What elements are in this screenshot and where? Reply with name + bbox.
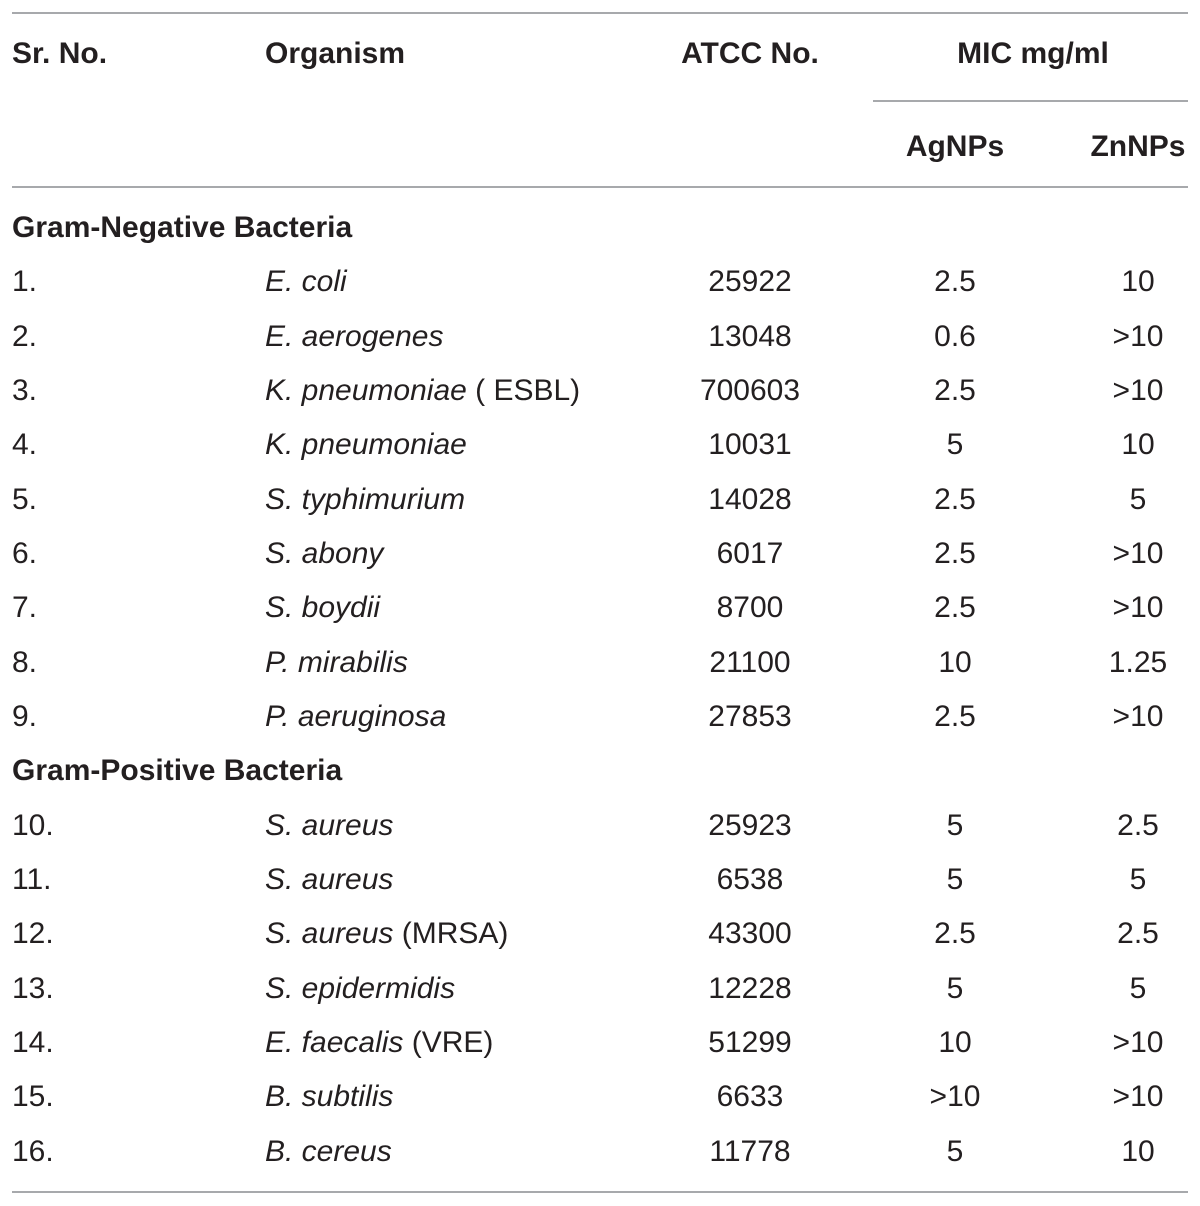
sr-no-cell: 16. (12, 1135, 54, 1168)
sr-no-cell: 7. (12, 591, 38, 624)
organism-cell (265, 1070, 393, 1124)
table-row (0, 690, 1200, 744)
species-name: S. aureus (265, 917, 394, 950)
species-name: B. subtilis (265, 1080, 394, 1113)
agnps-mic-cell: 5 (946, 972, 964, 1005)
agnps-mic-cell: 2.5 (934, 537, 976, 570)
organism-cell (265, 255, 347, 309)
agnps-mic-cell: 10 (938, 646, 972, 679)
agnps-mic-cell: 5 (946, 809, 964, 842)
atcc-cell: 6538 (716, 863, 784, 896)
znnps-mic-cell: 5 (1129, 863, 1147, 896)
table-row (0, 527, 1200, 581)
header-bottom-rule (12, 186, 1188, 188)
organism-cell (265, 364, 580, 418)
sr-no-cell: 1. (12, 265, 38, 298)
header-organism: Organism (265, 37, 406, 70)
atcc-cell: 43300 (708, 917, 792, 950)
table-top-rule (12, 12, 1188, 14)
atcc-cell: 6633 (716, 1080, 784, 1113)
organism-cell (265, 962, 455, 1016)
agnps-mic-cell: 2.5 (934, 265, 976, 298)
organism-cell (265, 799, 393, 853)
znnps-mic-cell: 2.5 (1117, 809, 1159, 842)
znnps-mic-cell: >10 (1112, 591, 1164, 624)
znnps-mic-cell: 1.25 (1108, 646, 1168, 679)
species-name: E. coli (265, 265, 347, 298)
table-row (0, 255, 1200, 309)
atcc-cell: 12228 (708, 972, 792, 1005)
sr-no-cell: 12. (12, 917, 54, 950)
atcc-cell: 14028 (708, 483, 792, 516)
table-row (0, 1016, 1200, 1070)
header-mic-rule (873, 100, 1188, 102)
table-row (0, 473, 1200, 527)
species-name: S. abony (265, 537, 384, 570)
sr-no-cell: 14. (12, 1026, 54, 1059)
atcc-cell: 25923 (708, 809, 792, 842)
organism-cell (265, 473, 465, 527)
table-row (0, 1070, 1200, 1124)
sr-no-cell: 5. (12, 483, 38, 516)
table-row (0, 364, 1200, 418)
agnps-mic-cell: 2.5 (934, 917, 976, 950)
znnps-mic-cell: >10 (1112, 537, 1164, 570)
atcc-cell: 21100 (709, 646, 791, 679)
table-row (0, 636, 1200, 690)
organism-cell (265, 907, 508, 961)
table-row (0, 418, 1200, 472)
header-agnps: AgNPs (905, 130, 1005, 163)
table-row (0, 581, 1200, 635)
sr-no-cell: 13. (12, 972, 54, 1005)
strain-note: ( ESBL) (466, 374, 581, 407)
organism-cell (265, 1016, 493, 1070)
znnps-mic-cell: 5 (1129, 972, 1147, 1005)
group-heading: Gram-Negative Bacteria (12, 211, 353, 244)
organism-cell (265, 853, 393, 907)
species-name: K. pneumoniae (265, 428, 467, 461)
znnps-mic-cell: 10 (1121, 265, 1155, 298)
table-row (0, 799, 1200, 853)
organism-cell (265, 527, 383, 581)
agnps-mic-cell: 2.5 (934, 374, 976, 407)
agnps-mic-cell: 2.5 (934, 700, 976, 733)
sr-no-cell: 3. (12, 374, 38, 407)
znnps-mic-cell: 10 (1121, 428, 1155, 461)
organism-cell (265, 581, 380, 635)
atcc-cell: 11778 (709, 1135, 791, 1168)
agnps-mic-cell: 0.6 (934, 320, 976, 353)
species-name: B. cereus (265, 1135, 392, 1168)
table-row (0, 853, 1200, 907)
znnps-mic-cell: 5 (1129, 483, 1147, 516)
species-name: S. boydii (265, 591, 381, 624)
znnps-mic-cell: >10 (1112, 1026, 1164, 1059)
group-heading: Gram-Positive Bacteria (12, 754, 343, 787)
species-name: S. aureus (265, 809, 394, 842)
organism-cell (265, 690, 446, 744)
sr-no-cell: 11. (12, 863, 52, 896)
table-row (0, 907, 1200, 961)
species-name: S. typhimurium (265, 483, 466, 516)
strain-note: (MRSA) (393, 917, 509, 950)
table-row (0, 310, 1200, 364)
agnps-mic-cell: >10 (929, 1080, 981, 1113)
header-atcc-no: ATCC No. (681, 37, 819, 70)
species-name: E. aerogenes (265, 320, 444, 353)
header-znnps: ZnNPs (1090, 130, 1186, 163)
znnps-mic-cell: 2.5 (1117, 917, 1159, 950)
organism-cell (265, 418, 467, 472)
agnps-mic-cell: 2.5 (934, 591, 976, 624)
znnps-mic-cell: >10 (1112, 320, 1164, 353)
atcc-cell: 27853 (708, 700, 792, 733)
strain-note: (VRE) (403, 1026, 494, 1059)
species-name: P. aeruginosa (265, 700, 447, 733)
sr-no-cell: 2. (12, 320, 38, 353)
atcc-cell: 8700 (716, 591, 784, 624)
species-name: P. mirabilis (265, 646, 408, 679)
znnps-mic-cell: >10 (1112, 700, 1164, 733)
organism-cell (265, 636, 408, 690)
sr-no-cell: 6. (12, 537, 38, 570)
agnps-mic-cell: 2.5 (934, 483, 976, 516)
species-name: E. faecalis (265, 1026, 404, 1059)
species-name: S. epidermidis (265, 972, 456, 1005)
species-name: S. aureus (265, 863, 394, 896)
sr-no-cell: 8. (12, 646, 38, 679)
table-bottom-rule (12, 1191, 1188, 1193)
header-mic: MIC mg/ml (957, 37, 1109, 70)
organism-cell (265, 1125, 392, 1179)
atcc-cell: 700603 (699, 374, 801, 407)
znnps-mic-cell: 10 (1121, 1135, 1155, 1168)
agnps-mic-cell: 5 (946, 863, 964, 896)
sr-no-cell: 4. (12, 428, 38, 461)
agnps-mic-cell: 10 (938, 1026, 972, 1059)
sr-no-cell: 15. (12, 1080, 54, 1113)
table-row (0, 1125, 1200, 1179)
table-row (0, 962, 1200, 1016)
atcc-cell: 13048 (708, 320, 792, 353)
agnps-mic-cell: 5 (946, 1135, 964, 1168)
atcc-cell: 6017 (716, 537, 784, 570)
species-name: K. pneumoniae (265, 374, 467, 407)
atcc-cell: 10031 (708, 428, 792, 461)
agnps-mic-cell: 5 (946, 428, 964, 461)
sr-no-cell: 10. (12, 809, 54, 842)
organism-cell (265, 310, 443, 364)
atcc-cell: 51299 (708, 1026, 792, 1059)
znnps-mic-cell: >10 (1112, 1080, 1164, 1113)
znnps-mic-cell: >10 (1112, 374, 1164, 407)
header-sr-no: Sr. No. (12, 37, 108, 70)
sr-no-cell: 9. (12, 700, 38, 733)
atcc-cell: 25922 (708, 265, 792, 298)
